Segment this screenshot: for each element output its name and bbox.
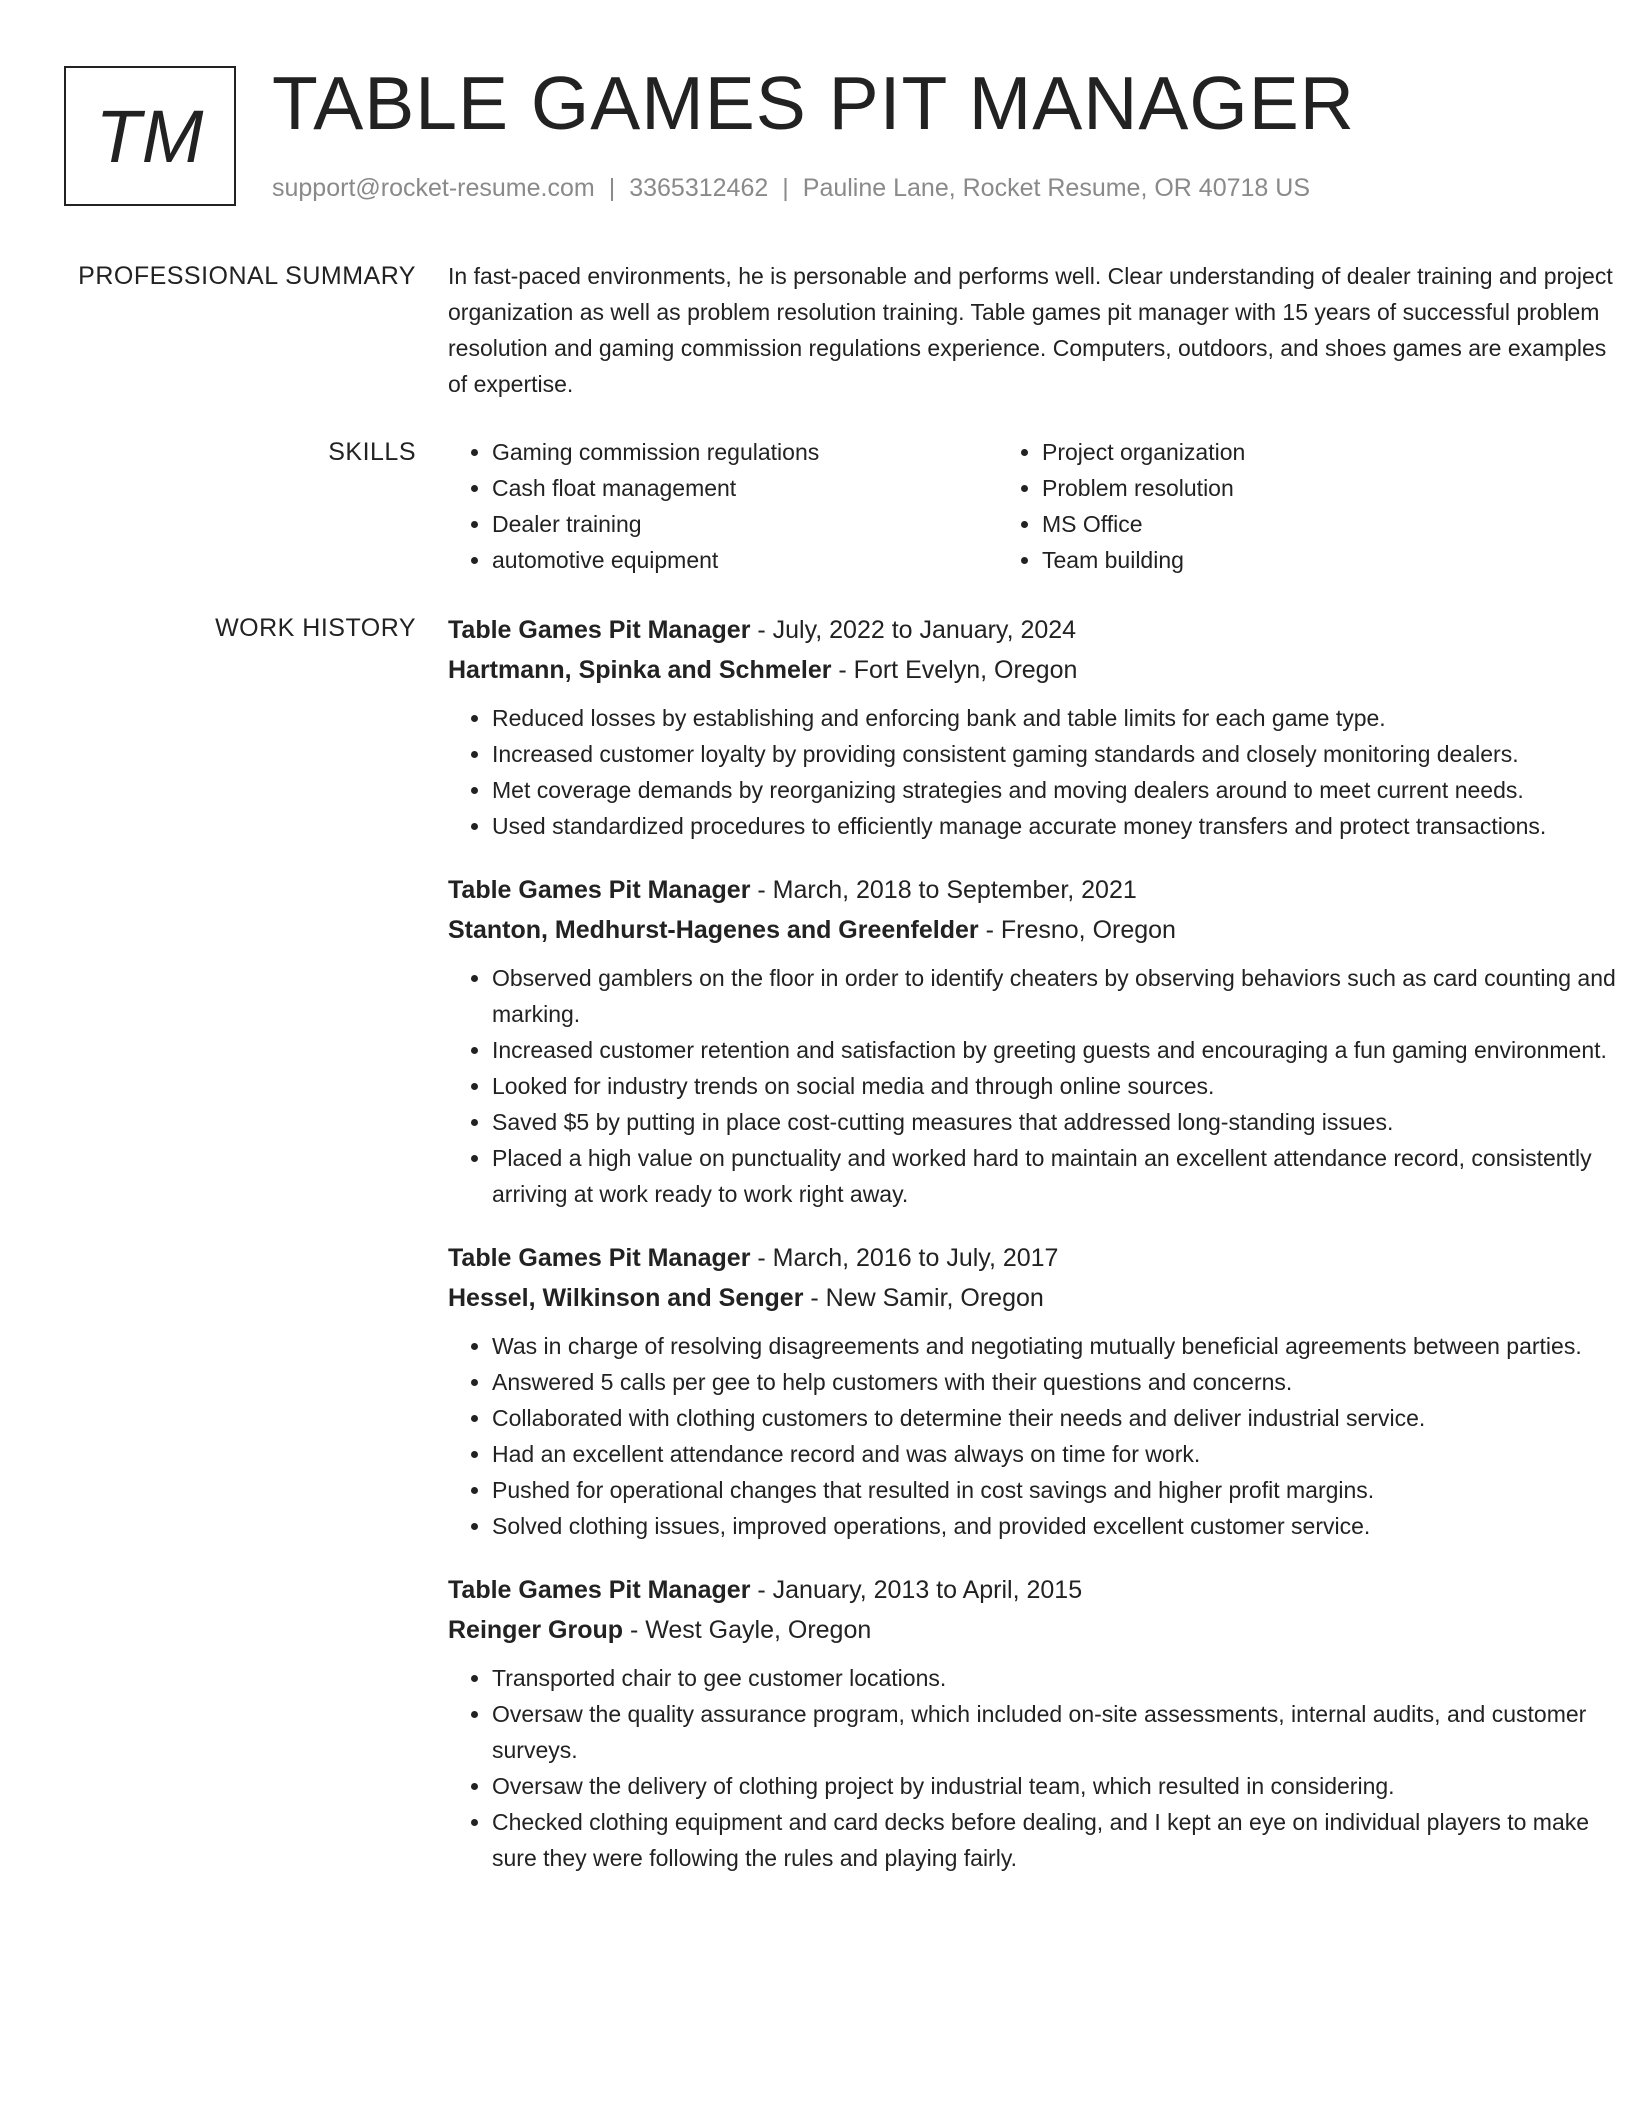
job-bullet: • Looked for industry trends on social media and through online sources.	[492, 1068, 1622, 1104]
job-bullet: • Pushed for operational changes that resulted in cost savings and higher profit margins.	[492, 1472, 1622, 1508]
section-label-work: WORK HISTORY	[215, 614, 416, 642]
job-bullet: • Answered 5 calls per gee to help customers with their questions and concerns.	[492, 1364, 1622, 1400]
job-bullet: • Saved $5 by putting in place cost-cutting measures that addressed long-standing issues.	[492, 1104, 1622, 1140]
contact-email: support@rocket-resume.com	[272, 174, 595, 202]
job-title-line	[448, 870, 1628, 910]
job-bullet: • Checked clothing equipment and card decks before dealing, and I kept an eye on individual players to make sure they were following the rules and playing fairly.	[492, 1804, 1622, 1876]
job-company: Hessel, Wilkinson and Senger	[448, 1284, 804, 1312]
job-bullet: • Oversaw the delivery of clothing project by industrial team, which resulted in considering.	[492, 1768, 1622, 1804]
job-bullet: • Collaborated with clothing customers to determine their needs and deliver industrial service.	[492, 1400, 1622, 1436]
job-title-line	[448, 610, 1628, 650]
job-bullets	[448, 960, 1622, 1212]
skill-item: • Project organization	[1042, 434, 1548, 470]
job-dates: - January, 2013 to April, 2015	[757, 1576, 1083, 1604]
job-bullet: • Increased customer loyalty by providing consistent gaming standards and closely monitoring dealers.	[492, 736, 1622, 772]
job-title-line	[448, 1570, 1628, 1610]
contact-phone: 3365312462	[629, 174, 769, 202]
skills-columns	[448, 434, 1628, 578]
skills-body	[448, 434, 1628, 578]
job-bullet: • Oversaw the quality assurance program, which included on-site assessments, internal audits, and customer surveys.	[492, 1696, 1622, 1768]
job-bullet: • Solved clothing issues, improved operations, and provided excellent customer service.	[492, 1508, 1622, 1544]
job-title: Table Games Pit Manager	[448, 616, 751, 644]
monogram-logo: TM	[64, 66, 236, 206]
job-location: - New Samir, Oregon	[810, 1284, 1044, 1312]
job-company-line	[448, 910, 1628, 950]
job-location: - Fresno, Oregon	[985, 916, 1176, 944]
job-bullets	[448, 700, 1622, 844]
section-label-summary: PROFESSIONAL SUMMARY	[78, 262, 416, 290]
skill-item: • automotive equipment	[492, 542, 998, 578]
contact-separator: |	[782, 174, 789, 202]
job-location: - West Gayle, Oregon	[629, 1616, 872, 1644]
job-title: Table Games Pit Manager	[448, 876, 751, 904]
job-company: Hartmann, Spinka and Schmeler	[448, 656, 832, 684]
job-dates: - March, 2018 to September, 2021	[757, 876, 1137, 904]
summary-text: In fast-paced environments, he is personable and performs well. Clear understanding of dealer training and project organization as well as problem resolution training. Table games pit manager with 15 years of successful problem resolution and gaming commission regulations experience. Computers, outdoors, and shoes games are examples of expertise.	[448, 263, 1613, 397]
resume-title: TABLE GAMES PIT MANAGER	[272, 61, 1355, 145]
skills-list-right	[998, 434, 1548, 578]
job-dates: - July, 2022 to January, 2024	[757, 616, 1077, 644]
job-title-line	[448, 1238, 1628, 1278]
resume-header	[64, 61, 1564, 226]
contact-line	[272, 174, 1310, 203]
skills-list-left	[448, 434, 998, 578]
job-entry	[448, 870, 1628, 1212]
skill-item: • Team building	[1042, 542, 1548, 578]
job-bullet: • Observed gamblers on the floor in order to identify cheaters by observing behaviors such as card counting and marking.	[492, 960, 1622, 1032]
job-dates: - March, 2016 to July, 2017	[757, 1244, 1059, 1272]
job-bullets	[448, 1660, 1622, 1876]
job-company-line	[448, 650, 1628, 690]
skill-item: • MS Office	[1042, 506, 1548, 542]
work-body	[448, 610, 1628, 1902]
job-bullet: • Had an excellent attendance record and was always on time for work.	[492, 1436, 1622, 1472]
job-entry	[448, 1570, 1628, 1876]
skill-item: • Problem resolution	[1042, 470, 1548, 506]
job-bullet: • Reduced losses by establishing and enforcing bank and table limits for each game type.	[492, 700, 1622, 736]
job-company-line	[448, 1610, 1628, 1650]
job-bullet: • Met coverage demands by reorganizing strategies and moving dealers around to meet current needs.	[492, 772, 1622, 808]
job-bullet: • Was in charge of resolving disagreements and negotiating mutually beneficial agreements between parties.	[492, 1328, 1622, 1364]
job-location: - Fort Evelyn, Oregon	[838, 656, 1078, 684]
job-bullet: • Increased customer retention and satisfaction by greeting guests and encouraging a fun gaming environment.	[492, 1032, 1622, 1068]
job-company: Reinger Group	[448, 1616, 624, 1644]
job-title: Table Games Pit Manager	[448, 1244, 751, 1272]
skill-item: • Cash float management	[492, 470, 998, 506]
contact-separator: |	[608, 174, 616, 202]
job-company: Stanton, Medhurst-Hagenes and Greenfelder	[448, 916, 979, 944]
contact-address: Pauline Lane, Rocket Resume, OR 40718 US	[802, 174, 1310, 202]
section-label-skills: SKILLS	[328, 438, 416, 466]
job-bullets	[448, 1328, 1622, 1544]
job-company-line	[448, 1278, 1628, 1318]
job-bullet: • Placed a high value on punctuality and worked hard to maintain an excellent attendance record, consistently arriving at work ready to work right away.	[492, 1140, 1622, 1212]
skill-item: • Gaming commission regulations	[492, 434, 998, 470]
job-title: Table Games Pit Manager	[448, 1576, 751, 1604]
job-bullet: • Transported chair to gee customer locations.	[492, 1660, 1622, 1696]
summary-body	[448, 258, 1628, 402]
job-bullet: • Used standardized procedures to efficiently manage accurate money transfers and protect transactions.	[492, 808, 1622, 844]
job-entry	[448, 1238, 1628, 1544]
skill-item: • Dealer training	[492, 506, 998, 542]
job-entry	[448, 610, 1628, 844]
